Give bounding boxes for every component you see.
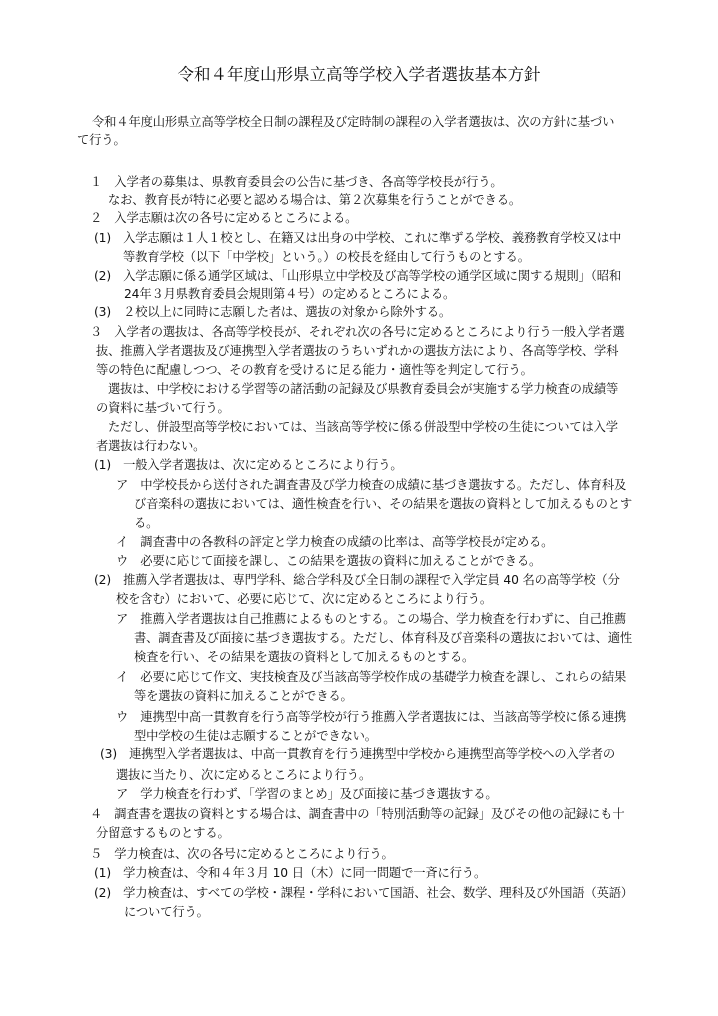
- text-line: ア 学力検査を行わず、「学習のまとめ」及び面接に基づき選抜する。: [116, 787, 498, 801]
- text-line: ウ 連携型中高一貫教育を行う高等学校が行う推薦入学者選抜には、当該高等学校に係る連携: [116, 710, 627, 724]
- text-line: 者選抜は行わない。: [96, 439, 206, 453]
- text-line: (1) 一般入学者選抜は、次に定めるところにより行う。: [94, 458, 403, 472]
- text-line: (1) 入学志願は１人１校とし、在籍又は出身の中学校、これに準ずる学校、義務教育学校又は中: [94, 231, 622, 245]
- text-line: の資料に基づいて行う。: [96, 401, 230, 415]
- text-line: 選抜に当たり、次に定めるところにより行う。: [116, 768, 372, 782]
- text-line: (2) 推薦入学者選抜は、専門学科、総合学科及び全日制の課程で入学定員 40 名の高等学校（分: [94, 573, 620, 587]
- text-line: (3) 連携型入学者選抜は、中高一貫教育を行う連携型中学校から連携型高等学校への入学者の: [100, 747, 615, 761]
- text-line: 書、調査書及び面接に基づき選抜する。ただし、体育科及び音楽科の選抜においては、適性: [134, 631, 633, 645]
- text-line: 24年３月県教育委員会規則第４号）の定めるところによる。: [124, 287, 456, 301]
- text-line: (2) 入学志願に係る通学区域は、「山形県立中学校及び高等学校の通学区域に関する規則」（昭和: [94, 269, 621, 283]
- text-line: 等教育学校（以下「中学校」という。）の校長を経由して行うものとする。: [123, 250, 530, 264]
- text-line: 選抜は、中学校における学習等の諸活動の記録及び県教育委員会が実施する学力検査の成績等: [108, 382, 619, 396]
- text-line: て行う。: [77, 133, 126, 147]
- text-line: 等を選抜の資料に加えることができる。: [134, 689, 353, 703]
- text-line: について行う。: [124, 905, 209, 919]
- text-line: 令和４年度山形県立高等学校全日制の課程及び定時制の課程の入学者選抜は、次の方針に基づい: [92, 115, 615, 129]
- text-line: ア 推薦入学者選抜は自己推薦によるものとする。この場合、学力検査を行わずに、自己推薦: [116, 612, 627, 626]
- text-line: (1) 学力検査は、令和４年３月 10 日（木）に同一問題で一斉に行う。: [94, 866, 487, 880]
- text-line: ア 中学校長から送付された調査書及び学力検査の成績に基づき選抜する。ただし、体育科及: [116, 478, 627, 492]
- text-line: ただし、併設型高等学校においては、当該高等学校に係る併設型中学校の生徒については入学: [108, 420, 618, 434]
- document-title: 令和４年度山形県立高等学校入学者選抜基本方針: [177, 65, 541, 84]
- text-line: 校を含む）において、必要に応じて、次に定めるところにより行う。: [116, 592, 493, 606]
- text-line: イ 調査書中の各教科の評定と学力検査の成績の比率は、高等学校長が定める。: [116, 535, 554, 549]
- text-line: なお、教育長が特に必要と認める場合は、第２次募集を行うことができる。: [108, 193, 521, 207]
- text-line: イ 必要に応じて作文、実技検査及び当該高等学校作成の基礎学力検査を課し、これらの結果: [116, 670, 627, 684]
- text-line: １ 入学者の募集は、県教育委員会の公告に基づき、各高等学校長が行う。: [90, 175, 503, 189]
- text-line: 抜、推薦入学者選抜及び連携型入学者選抜のうちいずれかの選抜方法により、各高等学校、学科: [96, 344, 619, 358]
- text-line: ４ 調査書を選抜の資料とする場合は、調査書中の「特別活動等の記録」及びその他の記録にも十: [90, 807, 625, 821]
- text-line: び音楽科の選抜においては、適性検査を行い、その結果を選抜の資料として加えるものとす: [134, 497, 633, 511]
- text-line: ウ 必要に応じて面接を課し、この結果を選抜の資料に加えることができる。: [116, 554, 542, 568]
- text-line: (3) ２校以上に同時に志願した者は、選抜の対象から除外する。: [94, 305, 452, 319]
- text-line: 等の特色に配慮しつつ、その教育を受けるに足る能力・適性等を判定して行う。: [96, 363, 533, 377]
- text-line: る。: [134, 516, 159, 530]
- text-line: ５ 学力検査は、次の各号に定めるところにより行う。: [90, 847, 394, 861]
- text-line: ３ 入学者の選抜は、各高等学校長が、それぞれ次の各号に定めるところにより行う一般入学者選: [90, 325, 625, 339]
- text-line: 型中学校の生徒は志願することができない。: [134, 729, 377, 743]
- text-line: 検査を行い、その結果を選抜の資料として加えるものとする。: [134, 650, 475, 664]
- text-line: 分留意するものとする。: [96, 826, 230, 840]
- text-line: (2) 学力検査は、すべての学校・課程・学科において国語、社会、数学、理科及び外国語（英語）: [94, 886, 634, 900]
- text-line: ２ 入学志願は次の各号に定めるところによる。: [90, 211, 358, 225]
